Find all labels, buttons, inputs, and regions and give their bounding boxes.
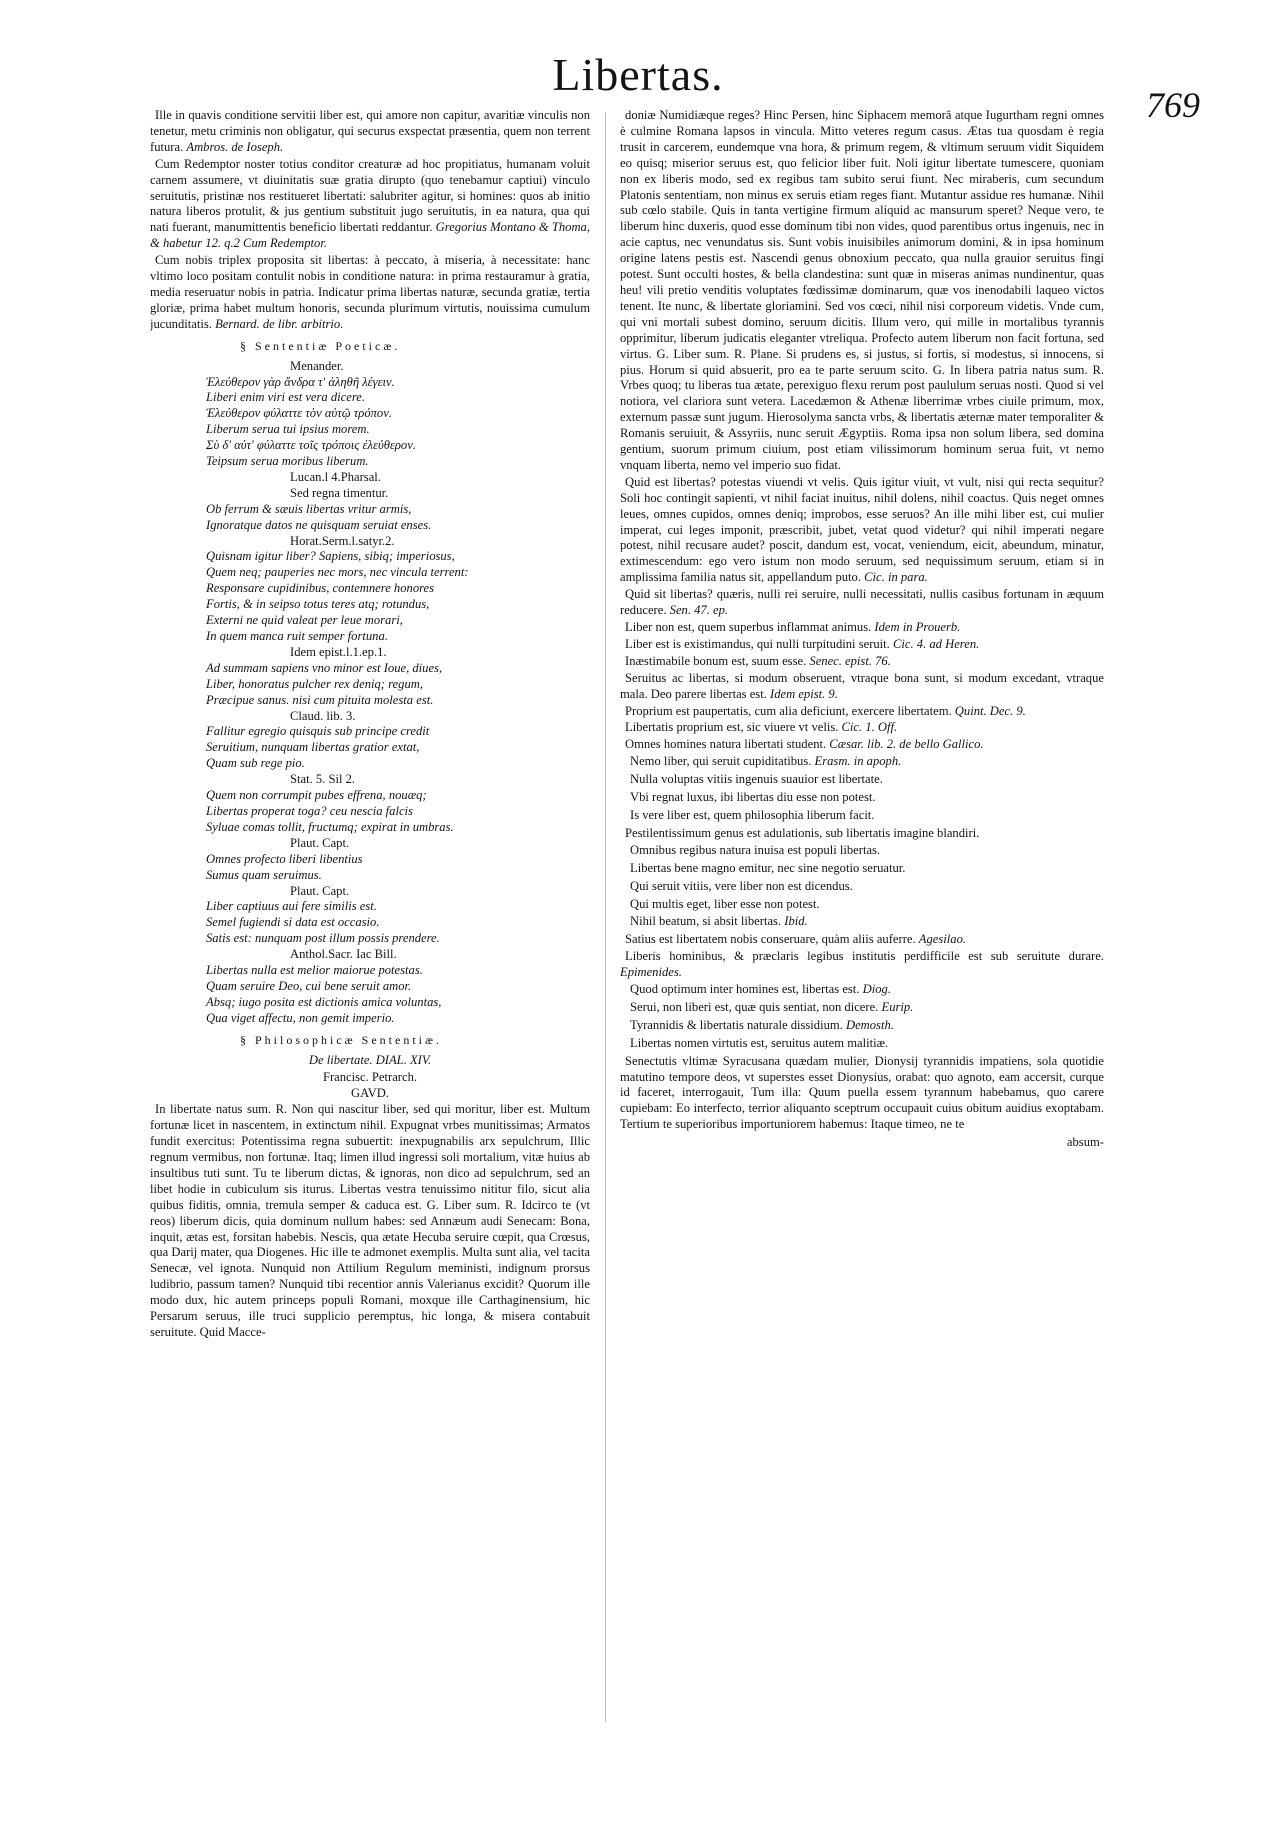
catchword: absum- — [1066, 1135, 1104, 1150]
verse-line: Liber captiuus aui fere similis est. — [206, 899, 377, 914]
paragraph: Quid sit libertas? quæris, nulli rei seruire, nulli necessitati, nullis casibus fortunam in æquum reducere. Sen. 47. ep. — [620, 587, 1104, 618]
paragraph: Quid est libertas? potestas viuendi vt velis. Quis igitur viuit, vt vult, nisi qui recta sequitur? Soli hoc contingit sapienti, vt nihil faciat inuitus, nihil dolens, nihil coactus. Quis neget omnes leues, omnes cupidos, omnes deniq; improbos, esse seruos? An ille mihi liber est, cui mulier imperat, cui leges imponit, præscribit, jubet, vetat quod videtur? qui nihil imperati negare potest, nihil recusare audet? poscit, dandum est, vocat, veniendum, eicit, abeundum, minatur, extimescendum: ego vero istum non modo seruum, sed nequissimum seruum, etiam si in amplissima familia natus sit, appellandum puto. Cic. in para. — [620, 474, 1104, 585]
citation: Gregorius Montano & Thoma, & habetur 12. q.2 Cum Redemptor. — [150, 220, 590, 251]
verse-line: Fortis, & in seipso totus teres atq; rotundus, — [206, 597, 430, 612]
verse-line: Quam sub rege pio. — [206, 756, 305, 771]
citation: Cic. in para. — [864, 570, 928, 585]
verse-line: Præcipue sanus. nisi cum pituita molesta est. — [206, 692, 434, 707]
poetry-block — [150, 359, 590, 1027]
quote-line: Is vere liber est, quem philosophia liberum facit. — [630, 807, 875, 822]
verse-line: Sumus quam seruimus. — [206, 867, 322, 882]
verse-line: Libertas nulla est melior maiorue potestas. — [206, 963, 423, 978]
verse-line: Quem neq; pauperies nec mors, nec vincula terrent: — [206, 565, 469, 580]
right-column — [620, 108, 1104, 1728]
citation: Idem in Prouerb. — [874, 620, 961, 634]
quote-line: Libertas bene magno emitur, nec sine negotio seruatur. — [630, 860, 906, 875]
verse-line: Ignoratque datos ne quisquam seruiat enses. — [206, 517, 432, 532]
verse-line: Quam seruire Deo, cui bene seruit amor. — [206, 978, 412, 993]
paragraph: Liber non est, quem superbus inflammat animus. Idem in Prouerb. — [625, 620, 961, 634]
quote-line: Tyrannidis & libertatis naturale dissidium. Demosth. — [630, 1017, 894, 1032]
quote-line: Serui, non liberi est, quæ quis sentiat, non dicere. Eurip. — [630, 999, 914, 1014]
paragraph: Liber est is existimandus, qui nulli turpitudini seruit. Cic. 4. ad Heren. — [625, 636, 980, 651]
citation: Eurip. — [881, 999, 914, 1014]
quote-line: Nulla voluptas vitiis ingenuis suauior est libertate. — [630, 772, 883, 787]
verse-line: Teipsum serua moribus liberum. — [206, 454, 369, 469]
quote-line: Nihil beatum, si absit libertas. Ibid. — [630, 914, 808, 929]
verse-line: Σὺ δ' αὐτ' φύλαττε τοῖς τρόποις ἐλεύθερον. — [206, 438, 416, 453]
paragraph: Liberis hominibus, & præclaris legibus institutis perdifficile est sub seruitute durare. Epimenides. — [620, 949, 1104, 980]
citation: Cic. 4. ad Heren. — [892, 636, 980, 651]
column-divider — [605, 112, 606, 1722]
verse-line: Ad summam sapiens vno minor est Ioue, diues, — [206, 660, 443, 675]
verse-line: Ob ferrum & sæuis libertas vritur armis, — [206, 501, 412, 516]
citation: Epimenides. — [620, 965, 682, 980]
quote-line: Libertas nomen virtutis est, seruitus autem malitiæ. — [630, 1035, 889, 1050]
quote-line: Quod optimum inter homines est, libertas est. Diog. — [630, 982, 891, 997]
paragraph: Ille in quavis conditione servitii liber est, qui amore non capitur, avaritiæ vinculis non tenetur, metu criminis non obligatur, qui securus exspectat præsentia, quem non terrent futura. Ambros. de Ioseph. — [150, 108, 590, 154]
poet-attribution: Stat. 5. Sil 2. — [290, 772, 356, 787]
verse-line: Liber, honoratus pulcher rex deniq; regum, — [206, 676, 423, 691]
verse-line: Quem non corrumpit pubes effrena, nouæq; — [206, 788, 427, 803]
poet-attribution: Plaut. Capt. — [290, 883, 350, 898]
poet-attribution: Menander. — [290, 358, 344, 373]
verse-line: Seruitium, nunquam libertas gratior extat, — [206, 740, 420, 755]
verse-line: Ἐλεύθερον γὰρ ἄνδρα τ' ἀληθῆ λέγειν. — [206, 374, 395, 389]
running-head-title: Libertas. — [552, 49, 724, 100]
citation: Agesilao. — [918, 932, 967, 947]
citation: Sen. 47. ep. — [669, 603, 729, 618]
citation: Ambros. de Ioseph. — [186, 139, 284, 154]
paragraph: Pestilentissimum genus est adulationis, sub libertatis imagine blandiri. — [625, 825, 980, 840]
paragraph: Inæstimabile bonum est, suum esse. Senec. epist. 76. — [625, 653, 891, 668]
poet-attribution: Horat.Serm.l.satyr.2. — [290, 533, 395, 548]
right-quotes-2 — [620, 843, 1104, 931]
citation: Bernard. de libr. arbitrio. — [215, 316, 344, 331]
left-column — [150, 108, 590, 1728]
citation: Idem epist. 9. — [770, 686, 838, 701]
paragraph: Cum Redemptor noster totius conditor creaturæ ad hoc propitiatus, humanam voluit carnem assumere, vt diuinitatis suæ gratia dirupto (quo tenebamur captiui) vinculo seruitutis, pristinæ nos restitueret libertati: salubriter agitur, si homines: quos ab initio natura liberos protulit, & jus gentium substituit jugo seruitutis, in ea natura, qua qui nati fuerant, manumittentis beneficio libertati reddantur. Gregorius Montano & Thoma, & habetur 12. q.2 Cum Redemptor. — [150, 156, 590, 251]
poet-attribution: Idem epist.l.1.ep.1. — [290, 644, 387, 659]
page-number: 769 — [1146, 85, 1200, 125]
paragraph: Proprium est paupertatis, cum alia deficiunt, exercere libertatem. Quint. Dec. 9. — [625, 703, 1026, 718]
poet-attribution: Sed regna timentur. — [290, 485, 389, 500]
section-heading-poetic: § Sententiæ Poeticæ. — [240, 338, 401, 353]
dialogue-text: In libertate natus sum. R. Non qui nascitur liber, sed qui moritur, liber est. Multum fortunæ licet in nascentem, in extinctum nihil. Expugnat vrbes munitissimas; Armatos fundit exercitus: Potentissima regna subuertit: inexpugnabilis arx sepulchrum, Illic regnum vermibus, non fortunæ. Itaq; limen illud ingressi soli mortalium, vitæ huius ab insultibus tuti sunt. Tu te liberum dictas, & ignoras, non dico ad sepulchrum, sed an libet hodie in cubiculum sis iturus. Libertas vestra tenuissimo nititur filo, sicut alia quibus fiditis, omnia, tremula semper & caduca est. G. Liber sum. R. Idcirco te (vt reos) liberum dicis, quia dominum nullum habes: sed Annæum audi Senecam: Bona, inquit, ætas est, forsitan habebis. Nescis, qua ætate Hecuba seruire cœpit, qua Crœsus, qua Darij mater, qua Diogenes. Hic ille te admonet exemplis. Multa sunt alia, vel tacita Senecæ, vel ignota. Nunquid non Attilium Regulum meministi, indignum prorsus ludibrio, passum tamen? Nunquid tibi recentior annis Valerianus excidit? Quorum ille modo dux, hic autem princeps populi Romani, moxque ille Carthaginensium, hic Persarum seruus, ille truci supplicio peremptus, hic longa, & misera contabuit seruitute. Quid Macce- — [150, 1102, 590, 1339]
verse-line: Liberum serua tui ipsius morem. — [206, 422, 370, 437]
paragraph: doniæ Numidiæque reges? Hinc Persen, hinc Siphacem memorâ atque Iugurtham regni omnes è culmine Romana lapsos in vincula. Mitto veteres regum casus. Ætas tua quosdam è regia trusit in carcerem, eundemque vna hora, & primum regem, & vltimum seruum vidit Siquidem eo quisq; miserior seruus est, quo felicior liber fuit. Noli igitur libertate tumescere, quoniam non ex liberis modo, sed ex regibus tam subito serui fiunt. Nec miraberis, cum secundum Platonis sententiam, non minus ex seruis etiam reges fiant. Mutantur assidue res humanæ. Nihil sub cœlo stabile. Quis in tanta vertigine firmum aliquid ac mansurum speret? Neque vero, te liberum hinc duxeris, quod esse dominum tibi non vides, quod parentibus ortus ingenuis, nec in acie captus, nec venundatus sis. Sunt vobis inuisibiles animorum domini, & in ipsa hominum origine latens pestis est. Nascendi genus obnoxium peccato, qua nulla grauior seruitus fingi potest. Sunt occulti hostes, & bella clandestina: sunt quæ in miseras animas nundinentur, quas heu! vili pretio venditis voluptates fœdissimæ dominarum, quæ vos inenodabili laqueo victos tenent. Ite nunc, & libertate gloriamini. Sed vos cœci, nihil nisi corporeum videtis. Vnde cum, qui vni mortali subest domino, seruum dicitis. Illum vero, qui mille in mortalibus tyrannis opprimitur, liberum judicatis eleganter vtreliqua. Profecto autem liberum non facit fortuna, sed virtus. G. Liber sum. R. Plane. Si prudens es, si justus, si fortis, si modestus, si innocens, si pius. Horum si quid absuerit, pro ea te parte seruum scito. G. In libera patria natus sum. R. Vrbes quoq; tu liberas tua ætate, perexiguo flexu rerum post paululum seruas nosti. Quod si vel notiora, vel clariora sunt vetera. Lacedæmon & Athenæ liberrimæ vrbes ciuile primum, mox, externum passæ sunt jugum. Hierosolyma sancta vrbs, & libertatis æternæ mater temporaliter & Romanis seruiuit, & Assyriis, nunc seruit Ægyptiis. Roma ipsa non solum libera, sed domina gentium, suorum primum ciuium, post etiam vilissimorum hominum serua fuit, vt nemo vnquam liberta, nemo vel imperio suo fidat. — [620, 108, 1104, 472]
dialogue-speaker: GAVD. — [351, 1086, 389, 1101]
verse-line: Externi ne quid valeat per leue morari, — [206, 613, 403, 628]
quote-line: Vbi regnat luxus, ibi libertas diu esse non potest. — [630, 790, 876, 805]
verse-line: Syluae comas tollit, fructumq; expirat in umbras. — [206, 819, 454, 834]
verse-line: Libertas properat toga? ceu nescia falcis — [206, 803, 413, 818]
citation: Cic. 1. Off. — [841, 720, 898, 735]
verse-line: Omnes profecto liberi libentius — [206, 851, 363, 866]
verse-line: Satis est: nunquam post illum possis prendere. — [206, 931, 440, 946]
verse-line: Ἐλεύθερον φύλαττε τὸν αὐτῷ τρόπον. — [206, 406, 392, 421]
citation: Senec. epist. 76. — [809, 653, 891, 668]
paragraph: Cum nobis triplex proposita sit libertas: à peccato, à miseria, à necessitate: hanc vltimo loco positam contulit nobis in conditione natura: in prima restauramur à gratia, media reseruatur nobis in patria. Indicatur prima libertas naturæ, secunda gratiæ, tertia gloriæ, prima habet multum honoris, secunda plurimum virtutis, nouissima cumulum jucunditatis. Bernard. de libr. arbitrio. — [150, 253, 590, 331]
citation: Erasm. in apoph. — [814, 754, 902, 769]
quote-line: Omnibus regibus natura inuisa est populi libertas. — [630, 842, 881, 857]
verse-line: Liberi enim viri est vera dicere. — [206, 390, 366, 405]
poet-attribution: Claud. lib. 3. — [290, 708, 356, 723]
poet-attribution: Anthol.Sacr. Iac Bill. — [290, 947, 397, 962]
verse-line: In quem manca ruit semper fortuna. — [206, 629, 388, 643]
right-quotes — [620, 754, 1104, 824]
verse-line: Fallitur egregio quisquis sub principe credit — [206, 724, 430, 739]
dialogue-author: Francisc. Petrarch. — [322, 1070, 418, 1085]
quote-line: Qui seruit vitiis, vere liber non est dicendus. — [630, 878, 853, 893]
right-paragraphs — [620, 108, 1104, 753]
verse-line: Quisnam igitur liber? Sapiens, sibiq; imperiosus, — [206, 549, 455, 564]
citation: Cæsar. lib. 2. de bello Gallico. — [829, 737, 984, 752]
verse-line: Absq; iugo posita est dictionis amica voluntas, — [206, 994, 442, 1009]
verse-line: Semel fugiendi si data est occasio. — [206, 915, 380, 930]
dialogue-title: De libertate. DIAL. XIV. — [308, 1052, 432, 1067]
quote-line: Qui multis eget, liber esse non potest. — [630, 896, 820, 911]
poet-attribution: Plaut. Capt. — [290, 835, 350, 850]
paragraph: Omnes homines natura libertati student. Cæsar. lib. 2. de bello Gallico. — [625, 737, 984, 752]
right-quotes-3 — [620, 982, 1104, 1052]
right-paragraphs-2 — [620, 932, 1104, 981]
citation: Ibid. — [784, 914, 808, 929]
verse-line: Qua viget affectu, non gemit imperio. — [206, 1010, 395, 1025]
section-heading-philosophic: § Philosophicæ Sententiæ. — [240, 1032, 443, 1047]
paragraph: Satius est libertatem nobis conseruare, quàm aliis auferre. Agesilao. — [625, 932, 967, 947]
paragraph: Libertatis proprium est, sic viuere vt velis. Cic. 1. Off. — [625, 720, 898, 735]
final-paragraph: Senectutis vltimæ Syracusana quædam mulier, Dionysij tyrannidis impatiens, sola quotidie matutino tempore deos, vt superstes esset Dionysius, orabat: quo agnoto, eam accersit, curque id faceret, interrogauit, Tum illa: Quum puella essem tyrannum habebamus, quo carere cupiebam: Eo interfecto, terrior aliquanto sceptrum occupauit cuius obitum auidius exoptabam. Tertium te superioribus importuniorem habemus: Itaque timeo, ne te — [620, 1053, 1104, 1132]
poet-attribution: Lucan.l 4.Pharsal. — [290, 469, 381, 484]
citation: Quint. Dec. 9. — [954, 703, 1026, 718]
quote-line: Nemo liber, qui seruit cupiditatibus. Erasm. in apoph. — [630, 754, 902, 769]
verse-line: Responsare cupidinibus, contemnere honores — [206, 581, 435, 596]
citation: Demosth. — [845, 1017, 894, 1032]
paragraph: Seruitus ac libertas, si modum obseruent, vtraque bona sunt, si modum excedant, vtraque mala. Deo parere libertas est. Idem epist. 9. — [620, 670, 1104, 701]
citation: Diog. — [862, 982, 891, 997]
